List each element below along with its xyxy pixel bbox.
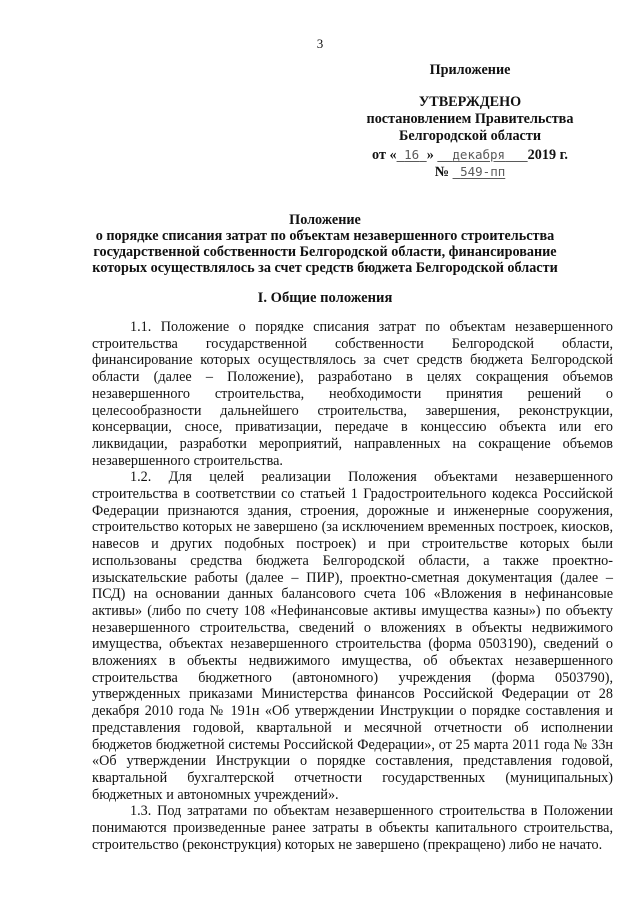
number-value: 549-пп [460,164,506,179]
decree-line-1: постановлением Правительства [366,111,574,127]
date-month-stamp [437,147,527,162]
decree-date [360,146,580,164]
date-prefix: от « [372,147,397,163]
page-number: 3 [316,36,324,51]
decree-number [360,163,580,181]
document-title-block [80,212,570,276]
document-subtitle-line-3: которых осуществлялось за счет средств бюджета Белгородской области [92,260,558,276]
document-body [92,319,613,854]
paragraph-1-2: 1.2. Для целей реализации Положения объектами незавершенного строительства в соответствии со статьей 1 Градостроительного кодекса Российской Федерации признаются здания, строения, дорожные и инженерные сооружения, строительство которых не завершено (за исключением временных построек, киосков, навесов и других подобных построек) и при строительстве которых были использованы средства бюджета Белгородской области, а также проектно-изыскательские работы (далее – ПИР), проектно-сметная документация (далее – ПСД) на основании данных балансового счета 106 «Вложения в нефинансовые активы» (либо по счету 108 «Нефинансовые активы имущества казны») по объекту незавершенного строительства, сведений о вложениях в объекты недвижимого имущества, объектах незавершенного строительства (форма 0503190), сведений о вложениях в объекты недвижимого имущества, об объектах незавершенного строительства бюджетного (автономного) учреждения (форма 0503790), утвержденных приказами Министерства финансов Российской Федерации от 28 декабря 2010 года № 191н «Об утверждении Инструкции о порядке составления и представления годовой, квартальной и месячной отчетности об исполнении бюджетов бюджетной системы Российской Федерации», от 25 марта 2011 года № 33н «Об утверждении Инструкции о порядке составления, представления годовой, квартальной бухгалтерской отчетности государственных (муниципальных) бюджетных и автономных учреждений». [92,469,613,803]
appendix-label: Приложение [429,62,511,78]
approved-label: УТВЕРЖДЕНО [418,94,522,110]
paragraph-1-1: 1.1. Положение о порядке списания затрат по объектам незавершенного строительства государственной собственности Белгородской области, финансирование которых осуществлялось за счет средств бюджета Белгородской области (далее – Положение), разработано в целях сокращения объемов незавершенного строительства, необходимости принятия решений о целесообразности дальнейшего строительства, завершения, реконструкции, консервации, сносе, приватизации, передаче в концессию объекта или его ликвидации, разработки мероприятий, направленных на сокращение объемов незавершенного строительства. [92,319,613,469]
document-title: Положение [289,212,361,228]
number-prefix: № [434,164,450,180]
document-subtitle-line-1: о порядке списания затрат по объектам незавершенного строительства [95,228,555,244]
section-heading: I. Общие положения [257,290,393,306]
date-day: 16 [404,147,420,162]
decree-line-2: Белгородской области [399,128,541,144]
date-day-stamp [397,147,427,162]
number-stamp [453,164,506,179]
document-subtitle-line-2: государственной собственности Белгородской области, финансирование [93,244,557,260]
paragraph-1-3: 1.3. Под затратами по объектам незавершенного строительства в Положении понимаются произведенные ранее затраты в объекты капитального строительства, строительство (реконструкция) которых не завершено (прекращено) либо не начато. [92,803,613,853]
date-month: декабря [452,147,506,162]
date-year: 2019 г. [527,147,568,163]
date-mid: » [426,147,434,163]
